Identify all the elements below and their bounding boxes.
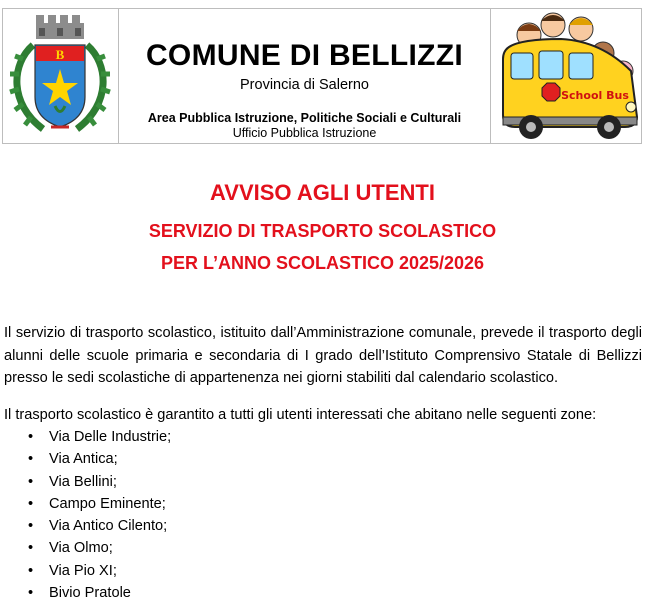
list-item: [0, 471, 171, 493]
notice-subheading-year: PER L’ANNO SCOLASTICO 2025/2026: [160, 253, 485, 273]
zones-list: [0, 426, 171, 604]
school-bus-icon: [491, 9, 641, 143]
bullet-icon: •: [28, 451, 34, 468]
bullet-icon: •: [28, 518, 34, 535]
header-text-cell: [119, 9, 490, 143]
zones-intro-paragraph: Il trasporto scolastico è garantito a tutti gli utenti interessati che abitano nelle seguenti zone:: [4, 407, 597, 423]
svg-text:School Bus: School Bus: [561, 89, 629, 102]
office-label: Ufficio Pubblica Istruzione: [232, 126, 377, 140]
notice-subheading-service: SERVIZIO DI TRASPORTO SCOLASTICO: [148, 221, 497, 241]
svg-text:B: B: [55, 47, 65, 62]
zone-label: Campo Eminente;: [49, 495, 166, 512]
bullet-icon: •: [28, 562, 34, 579]
list-item: [0, 426, 171, 448]
zone-label: Via Bellini;: [49, 473, 117, 490]
list-item: [0, 560, 171, 582]
letterhead: [2, 8, 642, 144]
coat-of-arms-icon: [3, 9, 118, 143]
department-label: Area Pubblica Istruzione, Politiche Sociali e Culturali: [147, 111, 462, 125]
zone-label: Bivio Pratole: [49, 585, 131, 602]
list-item: [0, 537, 171, 559]
bullet-icon: •: [28, 585, 34, 602]
bullet-icon: •: [28, 495, 34, 512]
bullet-icon: •: [28, 540, 34, 557]
bullet-icon: •: [28, 429, 34, 445]
list-item: [0, 493, 171, 515]
zone-label: Via Pio XI;: [49, 562, 117, 579]
list-item: [0, 448, 171, 470]
zone-label: Via Antico Cilento;: [49, 518, 168, 535]
zone-label: Via Delle Industrie;: [49, 429, 172, 445]
zone-label: Via Olmo;: [49, 540, 113, 557]
zone-label: Via Antica;: [49, 451, 118, 468]
school-bus-cell: [490, 9, 641, 143]
bullet-icon: •: [28, 473, 34, 490]
coat-of-arms-cell: [3, 9, 119, 143]
notice-heading: AVVISO AGLI UTENTI: [210, 180, 435, 205]
list-item: [0, 515, 171, 537]
service-description-paragraph: Il servizio di trasporto scolastico, istituito dall’Amministrazione comunale, prevede il trasporto degli alunni delle scuole primaria e secondaria di I grado dell’Istituto Comprensivo Statale di Bellizzi presso le sedi scolastiche di appartenenza nei giorni stabiliti dal calendario scolastico.: [4, 325, 642, 386]
province-label: Provincia di Salerno: [240, 77, 369, 93]
list-item: [0, 582, 171, 604]
municipality-title: COMUNE DI BELLIZZI: [145, 39, 464, 72]
